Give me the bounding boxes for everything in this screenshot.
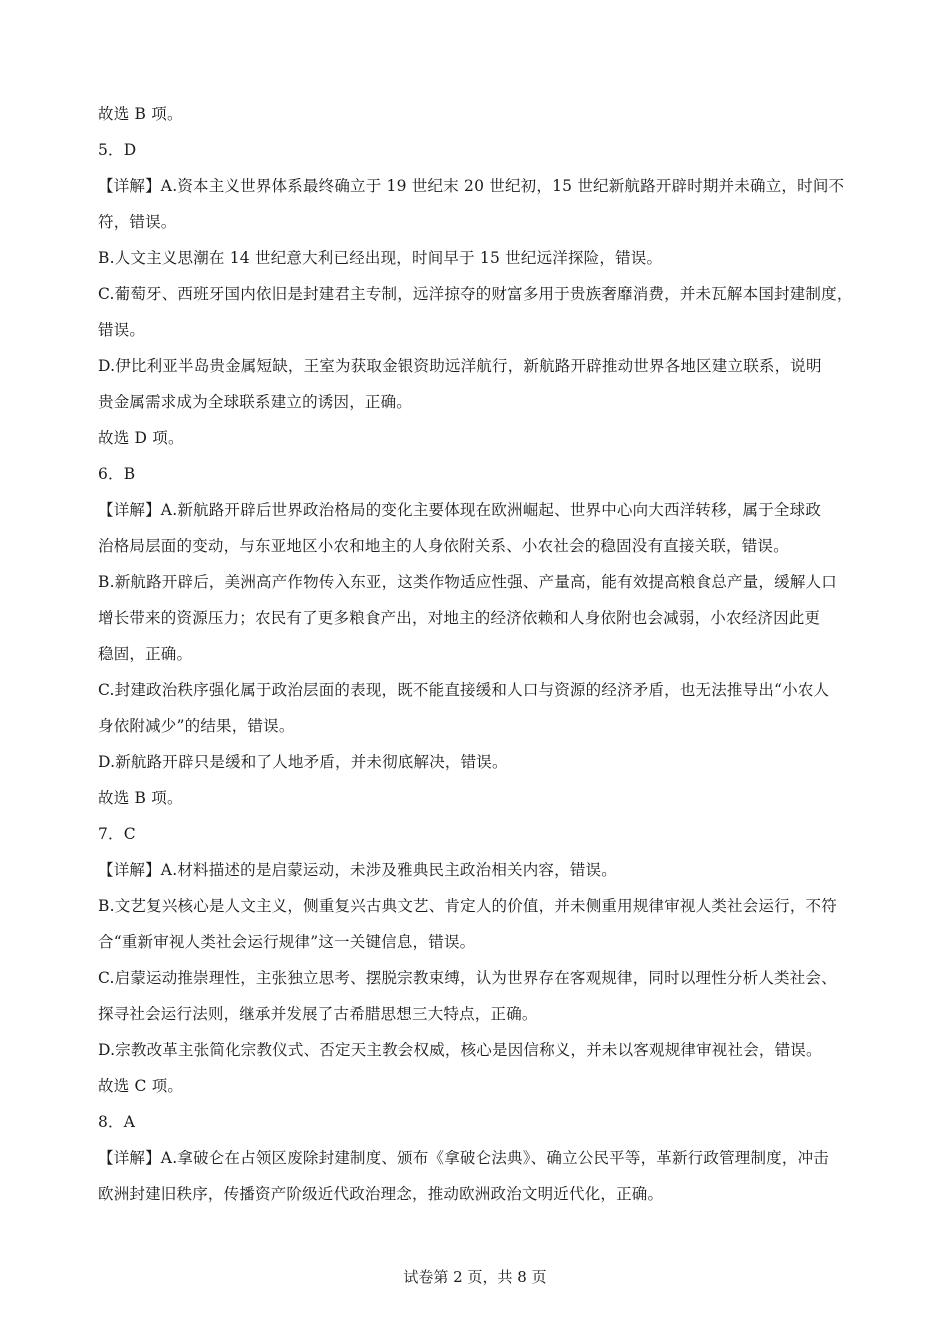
text-line: C.葡萄牙、西班牙国内依旧是封建君主专制，远洋掠夺的财富多用于贵族奢靡消费，并未瓦解本国封建制度， — [98, 285, 853, 303]
text-line: D.伊比利亚半岛贵金属短缺，王室为获取金银资助远洋航行，新航路开辟推动世界各地区建立联系，说明 — [98, 357, 822, 375]
text-line: 故选 B 项。 — [98, 789, 183, 807]
text-line: 治格局层面的变动，与东亚地区小农和地主的人身依附关系、小农社会的稳固没有直接关联，错误。 — [98, 537, 789, 555]
text-line: 身依附减少”的结果，错误。 — [98, 717, 295, 735]
page-footer: 试卷第 2 页，共 8 页 — [403, 1268, 547, 1286]
text-line: B.文艺复兴核心是人文主义，侧重复兴古典文艺、肯定人的价值，并未侧重用规律审视人类社会运行，不符 — [98, 897, 837, 915]
text-line: B.人文主义思潮在 14 世纪意大利已经出现，时间早于 15 世纪远洋探险，错误。 — [98, 249, 663, 267]
document-body — [98, 96, 868, 1212]
question-answer: 5．D — [98, 141, 137, 159]
text-line: 欧洲封建旧秩序，传播资产阶级近代政治理念，推动欧洲政治文明近代化，正确。 — [98, 1185, 664, 1203]
text-line: B.新航路开辟后，美洲高产作物传入东亚，这类作物适应性强、产量高，能有效提高粮食总产量，缓解人口 — [98, 573, 837, 591]
question-answer: 6．B — [98, 465, 136, 483]
text-line: 故选 B 项。 — [98, 105, 183, 123]
text-line: 符，错误。 — [98, 213, 177, 231]
text-line: 【详解】A.资本主义世界体系最终确立于 19 世纪末 20 世纪初，15 世纪新航路开辟时期并未确立，时间不 — [98, 177, 845, 195]
question-answer: 7．C — [98, 825, 136, 843]
text-line: D.宗教改革主张简化宗教仪式、否定天主教会权威，核心是因信称义，并未以客观规律审视社会，错误。 — [98, 1041, 822, 1059]
text-line: 【详解】A.材料描述的是启蒙运动，未涉及雅典民主政治相关内容，错误。 — [98, 861, 617, 879]
question-answer: 8．A — [98, 1113, 136, 1131]
text-line: 【详解】A.拿破仑在占领区废除封建制度、颁布《拿破仑法典》、确立公民平等，革新行政管理制度，冲击 — [98, 1149, 829, 1167]
text-line: C.启蒙运动推崇理性，主张独立思考、摆脱宗教束缚，认为世界存在客观规律，同时以理性分析人类社会、 — [98, 969, 837, 987]
text-line: 错误。 — [98, 321, 146, 339]
text-line: 探寻社会运行法则，继承并发展了古希腊思想三大特点，正确。 — [98, 1005, 538, 1023]
text-line: 增长带来的资源压力；农民有了更多粮食产出，对地主的经济依赖和人身依附也会减弱，小农经济因此更 — [98, 609, 821, 627]
text-line: C.封建政治秩序强化属于政治层面的表现，既不能直接缓和人口与资源的经济矛盾，也无法推导出“小农人 — [98, 681, 830, 699]
text-line: 故选 C 项。 — [98, 1077, 184, 1095]
text-line: 【详解】A.新航路开辟后世界政治格局的变化主要体现在欧洲崛起、世界中心向大西洋转移，属于全球政 — [98, 501, 822, 519]
text-line: 贵金属需求成为全球联系建立的诱因，正确。 — [98, 393, 413, 411]
text-line: D.新航路开辟只是缓和了人地矛盾，并未彻底解决，错误。 — [98, 753, 508, 771]
text-line: 合“重新审视人类社会运行规律”这一关键信息，错误。 — [98, 933, 476, 951]
text-line: 故选 D 项。 — [98, 429, 184, 447]
text-line: 稳固，正确。 — [98, 645, 193, 663]
